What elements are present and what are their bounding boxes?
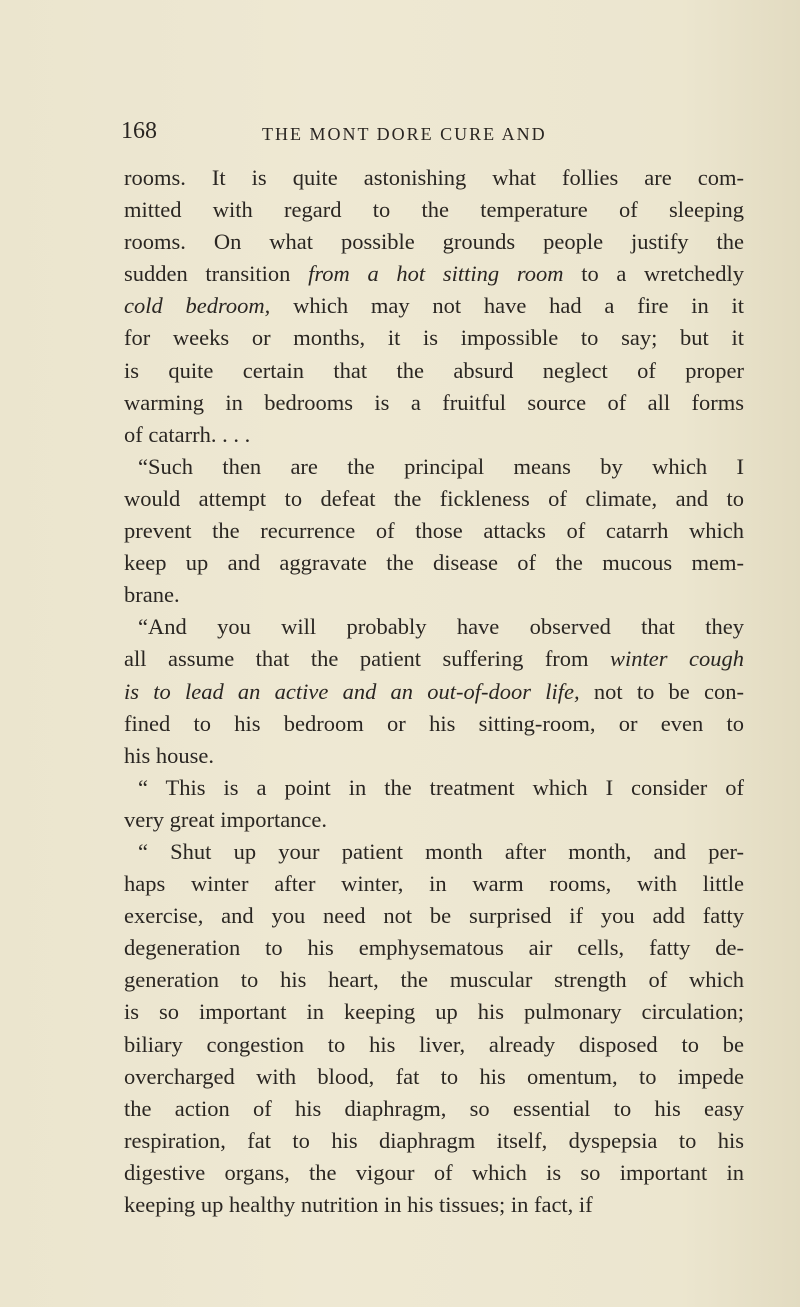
- italic-text: from a hot sitting room: [308, 261, 564, 287]
- paragraph: [124, 836, 744, 1221]
- text-line: [124, 355, 744, 387]
- text-line: [124, 900, 744, 932]
- text-span: keep up and aggravate the disease of the mucous mem-: [124, 550, 744, 576]
- text-span: “ This is a point in the treatment which I consider of: [138, 774, 744, 800]
- text-span: all assume that the patient suffering from: [124, 646, 611, 672]
- text-span: exercise, and you need not be surprised if you add fatty: [124, 903, 744, 929]
- text-line: [124, 1157, 744, 1189]
- text-line: [124, 515, 744, 547]
- text-span: not to be con-: [579, 678, 744, 704]
- text-span: overcharged with blood, fat to his omentum, to impede: [124, 1063, 744, 1089]
- text-span: prevent the recurrence of those attacks of catarrh which: [124, 518, 744, 544]
- text-line: [124, 162, 744, 194]
- text-span: “And you will probably have observed that they: [138, 614, 744, 640]
- text-line: [124, 772, 744, 804]
- paragraph: [124, 611, 744, 771]
- text-span: biliary congestion to his liver, already disposed to be: [124, 1031, 744, 1057]
- text-line: [124, 643, 744, 675]
- text-line: [124, 1029, 744, 1061]
- text-span: to a wretchedly: [563, 261, 745, 287]
- text-line: [124, 322, 744, 354]
- page-number: 168: [121, 118, 157, 144]
- text-span: very great importance.: [124, 806, 328, 832]
- text-line: [124, 868, 744, 900]
- paragraph: [124, 451, 744, 611]
- text-line: [124, 547, 744, 579]
- text-line: [124, 451, 744, 483]
- text-line: [124, 1125, 744, 1157]
- italic-text: is to lead an active and an out-of-door life,: [124, 678, 580, 704]
- text-span: rooms. It is quite astonishing what follies are com-: [124, 165, 744, 190]
- body-text: [124, 162, 744, 1221]
- text-span: respiration, fat to his diaphragm itself, dyspepsia to his: [124, 1127, 744, 1153]
- text-line: [124, 611, 744, 643]
- text-span: “Such then are the principal means by which I: [138, 453, 744, 479]
- page-header: [0, 118, 800, 152]
- text-line: [124, 1093, 744, 1125]
- text-line: [124, 1189, 744, 1221]
- text-line: [124, 290, 744, 322]
- text-line: [124, 996, 744, 1028]
- text-line: [124, 836, 744, 868]
- text-line: [124, 579, 744, 611]
- text-line: [124, 194, 744, 226]
- text-line: [124, 387, 744, 419]
- text-span: is so important in keeping up his pulmonary circulation;: [124, 999, 744, 1025]
- text-span: rooms. On what possible grounds people justify the: [124, 229, 744, 255]
- text-line: [124, 1061, 744, 1093]
- text-span: mitted with regard to the temperature of sleeping: [124, 197, 744, 223]
- paragraph: [124, 772, 744, 836]
- text-line: [124, 226, 744, 258]
- italic-text: winter cough: [610, 646, 744, 672]
- text-span: digestive organs, the vigour of which is so important in: [124, 1159, 744, 1185]
- text-span: his house.: [124, 742, 214, 768]
- text-span: generation to his heart, the muscular strength of which: [124, 967, 744, 993]
- text-span: keeping up healthy nutrition in his tissues; in fact, if: [124, 1192, 593, 1217]
- text-line: [124, 932, 744, 964]
- text-span: would attempt to defeat the fickleness of climate, and to: [124, 485, 744, 511]
- text-span: sudden transition: [124, 261, 309, 287]
- text-line: [124, 676, 744, 708]
- text-line: [124, 419, 744, 451]
- text-line: [124, 708, 744, 740]
- running-title: THE MONT DORE CURE AND: [262, 124, 547, 144]
- italic-text: cold bedroom,: [124, 293, 271, 319]
- text-span: fined to his bedroom or his sitting-room, or even to: [124, 710, 744, 736]
- text-span: brane.: [124, 582, 180, 608]
- text-line: [124, 804, 744, 836]
- text-line: [124, 964, 744, 996]
- text-span: haps winter after winter, in warm rooms, with little: [124, 871, 744, 897]
- text-span: for weeks or months, it is impossible to say; but it: [124, 325, 744, 351]
- text-span: the action of his diaphragm, so essential to his easy: [124, 1095, 744, 1121]
- text-line: [124, 740, 744, 772]
- text-span: of catarrh. . . .: [124, 421, 251, 447]
- text-span: which may not have had a fire in it: [270, 293, 744, 319]
- text-span: is quite certain that the absurd neglect of proper: [124, 357, 744, 383]
- text-span: “ Shut up your patient month after month, and per-: [138, 838, 744, 864]
- text-line: [124, 258, 744, 290]
- text-span: warming in bedrooms is a fruitful source of all forms: [124, 389, 744, 415]
- text-line: [124, 483, 744, 515]
- text-span: degeneration to his emphysematous air cells, fatty de-: [124, 935, 744, 961]
- paragraph: [124, 162, 744, 451]
